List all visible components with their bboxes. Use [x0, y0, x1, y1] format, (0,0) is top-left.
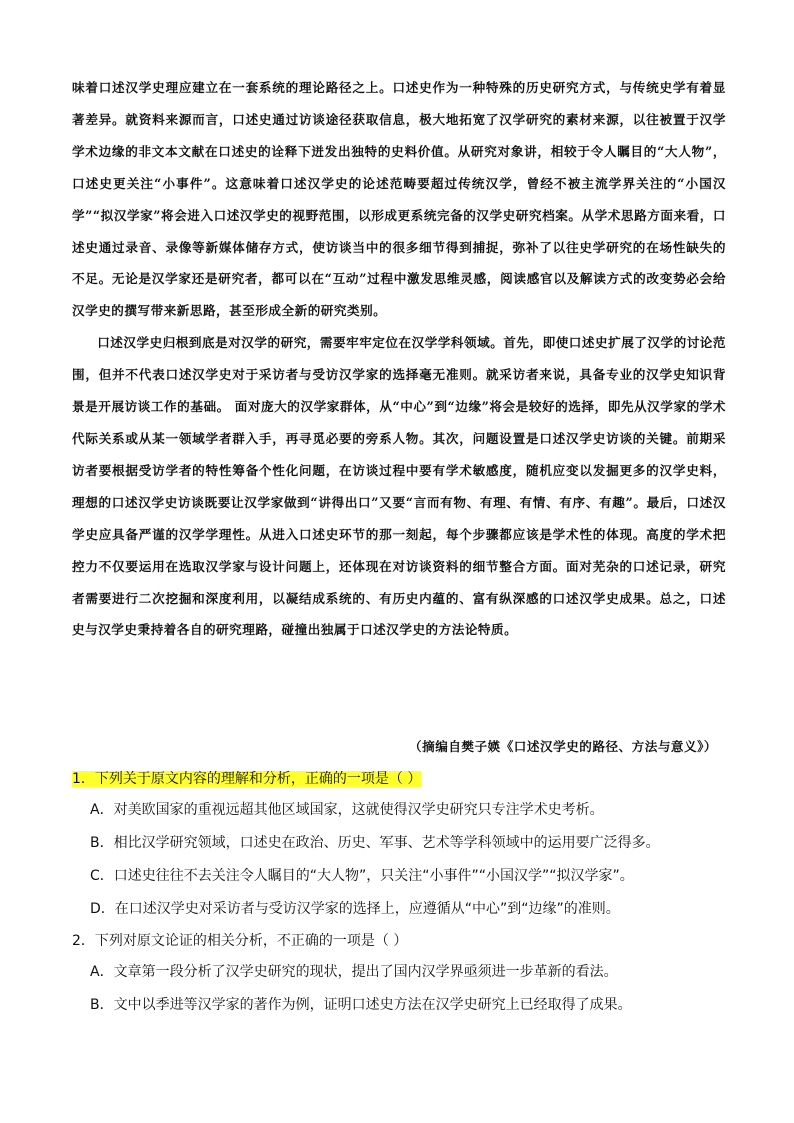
question-2-option-b: B．文中以季进等汉学家的著作为例，证明口述史方法在汉学史研究上已经取得了成果。: [90, 997, 632, 1013]
question-2-option-a: A．文章第一段分析了汉学史研究的现状，提出了国内汉学界亟须进一步革新的看法。: [90, 964, 618, 980]
question-1-option-b: B．相比汉学研究领域，口述史在政治、历史、军事、艺术等学科领域中的运用要广泛得多。: [90, 835, 660, 851]
passage-paragraph-2: 口述汉学史归根到底是对汉学的研究，需要牢牢定位在汉学学科领域。首先，即使口述史扩展了汉学的讨论范围，但并不代表口述汉学史对于采访者与受访汉学家的选择毫无准则。就采访者来说，具备专业的汉学史知识背景是开展访谈工作的基础。 面对庞大的汉学家群体，从“中心”到“边缘”将会是较好的选择，即先从汉学家的学术代际关系或从某一领域学者群入手，再寻觅必要的旁系人物。其次，问题设置是口述汉学史访谈的关键。前期采访者要根据受访学者的特性筹备个性化问题，在访谈过程中要有学术敏感度，随机应变以发掘更多的汉学史料，理想的口述汉学史访谈既要让汉学家做到“讲得出口”又要“言而有物、有理、有情、有序、有趣”。最后，口述汉学史应具备严谨的汉学学理性。从进入口述史环节的那一刻起，每个步骤都应该是学术性的体现。高度的学术把控力不仅要运用在选取汉学家与设计问题上，还体现在对访谈资料的细节整合方面。面对芜杂的口述记录，研究者需要进行二次挖掘和深度利用，以凝结成系统的、有历史内蕴的、富有纵深感的口述汉学史成果。总之，口述史与汉学史秉持着各自的研究理路，碰撞出独属于口述汉学史的方法论特质。: [72, 335, 726, 638]
passage-source: （摘编自樊子媖《口述汉学史的路径、方法与意义》）: [409, 739, 717, 754]
reading-passage: [72, 72, 726, 646]
question-1-stem: 1．下列关于原文内容的理解和分析，正确的一项是（ ）: [72, 771, 422, 787]
passage-paragraph-1: 味着口述汉学史理应建立在一套系统的理论路径之上。口述史作为一种特殊的历史研究方式，与传统史学有着显著差异。就资料来源而言，口述史通过访谈途径获取信息，极大地拓宽了汉学研究的素材来源，以往被置于汉学学术边缘的非文本文献在口述史的诠释下迸发出独特的史料价值。从研究对象讲，相较于令人瞩目的“大人物”，口述史更关注“小事件”。这意味着口述汉学史的论述范畴要超过传统汉学，曾经不被主流学界关注的“小国汉学”“拟汉学家”将会进入口述汉学史的视野范围，以形成更系统完备的汉学史研究档案。从学术思路方面来看，口述史通过录音、录像等新媒体储存方式，使访谈当中的很多细节得到捕捉，弥补了以往史学研究的在场性缺失的不足。无论是汉学家还是研究者，都可以在“互动”过程中激发思维灵感，阅读感官以及解读方式的改变势必会给汉学史的撰写带来新思路，甚至形成全新的研究类别。: [72, 80, 726, 319]
question-2-stem: 2．下列对原文论证的相关分析，不正确的一项是（ ）: [72, 933, 408, 949]
question-list: [72, 764, 726, 1022]
question-1: [72, 764, 726, 926]
question-2: [72, 926, 726, 1022]
question-1-option-d: D．在口述汉学史对采访者与受访汉学家的选择上，应遵循从“中心”到“边缘”的准则。: [90, 901, 620, 917]
question-1-option-a: A．对美欧国家的重视远超其他区域国家，这就使得汉学史研究只专注学术史考析。: [90, 802, 604, 818]
question-1-option-c: C．口述史往往不去关注令人瞩目的“大人物”，只关注“小事件”“小国汉学”“拟汉学家”。: [90, 868, 634, 884]
